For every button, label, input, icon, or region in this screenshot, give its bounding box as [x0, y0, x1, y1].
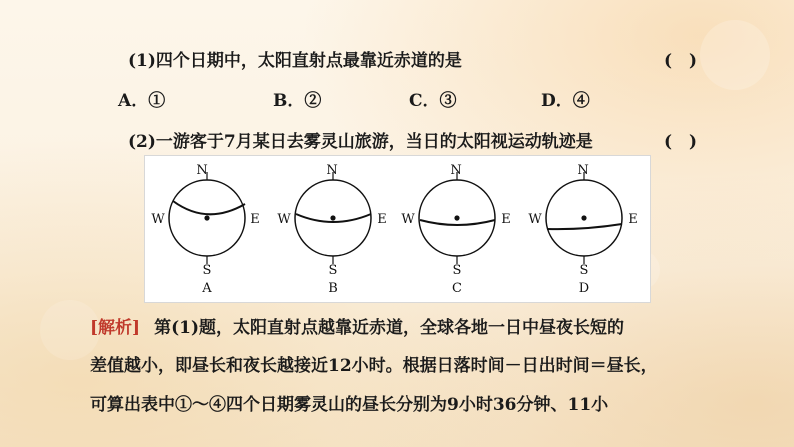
sun-path-arc	[547, 224, 622, 229]
sun-path-diagram-b	[277, 163, 386, 296]
north-label: N	[326, 163, 338, 178]
north-label: N	[196, 163, 208, 178]
south-label: S	[328, 263, 338, 278]
diagram-label: D	[578, 281, 590, 296]
question-1-text: (1)四个日期中，太阳直射点最靠近赤道的是	[128, 51, 462, 71]
sun-path-diagram-a	[151, 163, 259, 296]
east-label: E	[250, 212, 260, 227]
question-2-answer-blank: ( )	[664, 132, 698, 152]
option-a: A．①	[118, 91, 166, 111]
west-label: W	[277, 212, 291, 227]
explanation-text-1: 第(1)题，太阳直射点越靠近赤道，全球各地一日中昼夜长短的	[154, 318, 625, 338]
east-label: E	[501, 212, 511, 227]
diagram-label: C	[452, 281, 462, 296]
explanation-line-2: 差值越小，即昼长和夜长越接近12小时。根据日落时间－日出时间＝昼长，	[90, 356, 658, 376]
option-b: B．②	[273, 91, 322, 111]
sun-path-arc	[173, 201, 245, 214]
north-label: N	[450, 163, 462, 178]
west-label: W	[401, 212, 415, 227]
question-2-text: (2)一游客于7月某日去雾灵山旅游，当日的太阳视运动轨迹是	[128, 132, 593, 152]
observer-dot	[454, 215, 459, 220]
south-label: S	[579, 263, 589, 278]
option-d: D．④	[541, 91, 590, 111]
background-bokeh	[700, 20, 770, 90]
north-label: N	[577, 163, 589, 178]
option-c: C．③	[409, 91, 457, 111]
observer-dot	[330, 215, 335, 220]
explanation-line-1	[90, 313, 624, 338]
east-label: E	[377, 212, 387, 227]
question-1-answer-blank: ( )	[664, 51, 698, 71]
west-label: W	[528, 212, 542, 227]
explanation-tag: [解析]	[90, 318, 141, 338]
west-label: W	[151, 212, 165, 227]
observer-dot	[204, 215, 209, 220]
south-label: S	[452, 263, 462, 278]
south-label: S	[202, 263, 212, 278]
explanation-line-3: 可算出表中①～④四个日期雾灵山的昼长分别为9小时36分钟、11小	[90, 395, 609, 415]
diagram-label: A	[202, 281, 212, 296]
east-label: E	[628, 212, 638, 227]
sun-path-figure	[144, 155, 651, 303]
sun-path-arc	[420, 220, 495, 225]
diagram-label: B	[328, 281, 338, 296]
observer-dot	[581, 215, 586, 220]
sun-path-diagram-c	[401, 163, 510, 296]
sun-path-diagram-d	[528, 163, 637, 296]
